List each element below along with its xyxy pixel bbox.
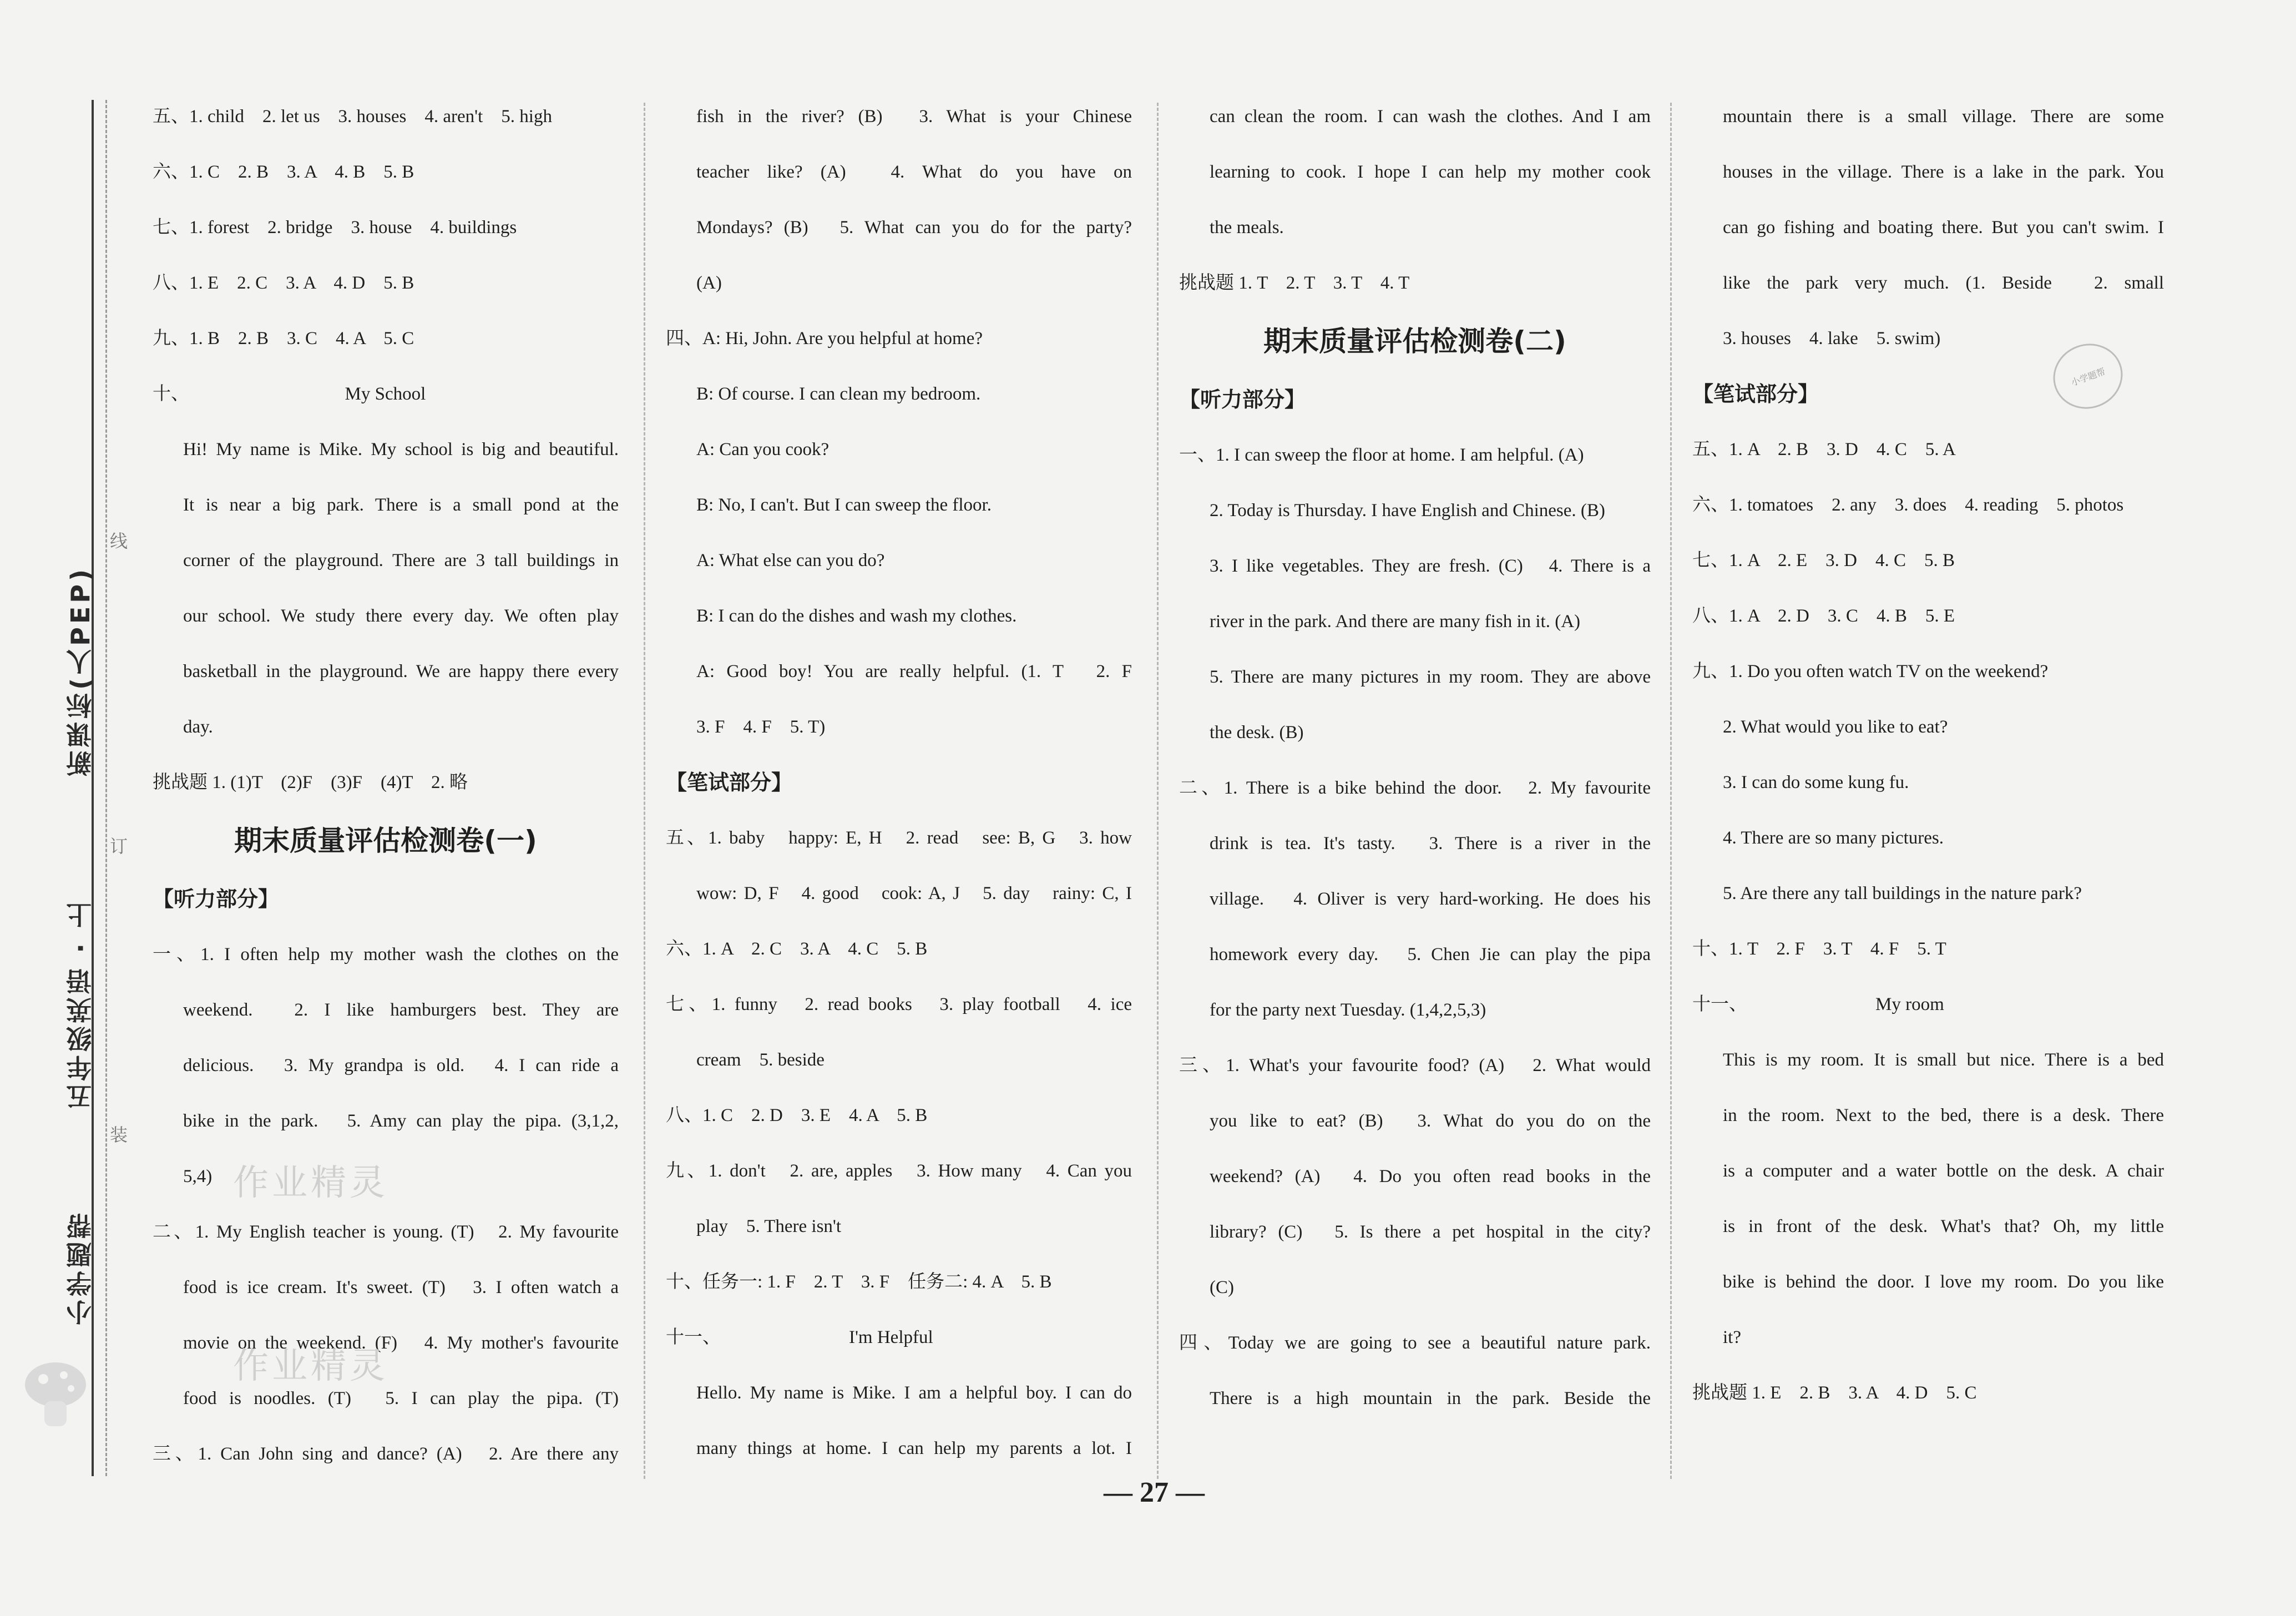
answer-line: 三、1. Can John sing and dance? (A) 2. Are there any	[153, 1444, 619, 1464]
essay-title-line: 十一、 I'm Helpful	[666, 1327, 933, 1347]
answer-line: 一、1. I can sweep the floor at home. I am helpful. (A)	[1179, 445, 1584, 465]
essay-line: Hi! My name is Mike. My school is big and beautiful.	[183, 440, 619, 459]
answer-line: 三、1. What's your favourite food? (A) 2. What would	[1179, 1056, 1651, 1075]
dialog-line: A: Can you cook?	[696, 440, 830, 459]
column-4	[1692, 89, 2164, 1421]
answer-line: 4. There are so many pictures.	[1723, 828, 1944, 848]
dialog-line: B: Of course. I can clean my bedroom.	[696, 384, 981, 404]
stamp-icon: 小学题帮	[2044, 334, 2132, 418]
exam-title-1: 期末质量评估检测卷(一)	[234, 825, 537, 857]
answer-line: 七、1. forest 2. bridge 3. house 4. buildings	[153, 218, 517, 238]
essay-line: can go fishing and boating there. But you can't swim. I	[1723, 218, 2164, 238]
essay-line: many things at home. I can help my parents a lot. I	[696, 1438, 1132, 1458]
answer-line: library? (C) 5. Is there a pet hospital in the city?	[1210, 1222, 1651, 1242]
answer-line: 五、1. child 2. let us 3. houses 4. aren't 5. high	[153, 107, 552, 127]
answer-line: you like to eat? (B) 3. What do you do on the	[1210, 1111, 1651, 1131]
answer-line: 5. There are many pictures in my room. They are above	[1210, 667, 1651, 687]
dialog-line: A: What else can you do?	[696, 551, 885, 570]
column-divider	[644, 103, 645, 1479]
essay-line: Hello. My name is Mike. I am a helpful boy. I can do	[696, 1383, 1132, 1403]
essay-line: it?	[1723, 1327, 1741, 1347]
column-divider	[1157, 103, 1159, 1479]
essay-line: corner of the playground. There are 3 tall buildings in	[183, 551, 619, 570]
challenge-line: 挑战题 1. T 2. T 3. T 4. T	[1179, 273, 1410, 293]
column-divider	[1670, 103, 1672, 1479]
answer-line: river in the park. And there are many fish in it. (A)	[1210, 612, 1581, 632]
essay-line: 3. houses 4. lake 5. swim)	[1723, 329, 1941, 349]
answer-line: 2. Today is Thursday. I have English and Chinese. (B)	[1210, 501, 1605, 521]
answer-line: 八、1. C 2. D 3. E 4. A 5. B	[666, 1105, 928, 1125]
answer-line: 九、1. Do you often watch TV on the weekend?	[1692, 661, 2049, 681]
answer-line: homework every day. 5. Chen Jie can play the pipa	[1210, 945, 1651, 964]
dialog-line: 四、A: Hi, John. Are you helpful at home?	[666, 329, 983, 349]
column-2	[666, 89, 1132, 1476]
cut-mark-xian: 线	[110, 531, 128, 552]
essay-line: It is near a big park. There is a small pond at the	[183, 495, 619, 515]
answer-line: 六、1. A 2. C 3. A 4. C 5. B	[666, 939, 928, 959]
essay-title-line: 十、 My School	[153, 384, 426, 404]
answer-line: for the party next Tuesday. (1,4,2,5,3)	[1210, 1000, 1486, 1020]
answer-line: 六、1. C 2. B 3. A 4. B 5. B	[153, 162, 414, 182]
challenge-line: 挑战题 1. (1)T (2)F (3)F (4)T 2. 略	[153, 772, 468, 792]
answer-line: village. 4. Oliver is very hard-working. He does his	[1210, 889, 1651, 909]
cut-mark-zhuang: 装	[110, 1124, 128, 1145]
answer-line: 九、1. don't 2. are, apples 3. How many 4. Can you	[666, 1161, 1132, 1181]
essay-line: learning to cook. I hope I can help my mother cook	[1210, 162, 1651, 182]
section-writing: 【笔试部分】	[666, 770, 793, 795]
challenge-line: 挑战题 1. E 2. B 3. A 4. D 5. C	[1692, 1383, 1977, 1403]
exam-title-2: 期末质量评估检测卷(二)	[1263, 325, 1566, 357]
essay-line: like the park very much. (1. Beside 2. small	[1723, 273, 2164, 293]
answer-line: 一、1. I often help my mother wash the clothes on the	[153, 945, 619, 964]
essay-line: day.	[183, 717, 213, 737]
answer-line: 五、1. A 2. B 3. D 4. C 5. A	[1692, 440, 1956, 459]
essay-line: This is my room. It is small but nice. There is a bed	[1723, 1050, 2164, 1070]
essay-line: basketball in the playground. We are happy there every	[183, 661, 619, 681]
answer-line: 五、1. baby happy: E, H 2. read see: B, G 3. how	[666, 828, 1132, 848]
dialog-line: 3. F 4. F 5. T)	[696, 717, 826, 737]
watermark: 作业精灵	[233, 1346, 388, 1387]
answer-line: 八、1. E 2. C 3. A 4. D 5. B	[153, 273, 414, 293]
answer-line: 十、任务一: 1. F 2. T 3. F 任务二: 4. A 5. B	[666, 1272, 1052, 1292]
answer-line: 5,4)	[183, 1166, 213, 1186]
essay-line: the meals.	[1210, 218, 1284, 238]
answer-line: 十、1. T 2. F 3. T 4. F 5. T	[1692, 939, 1946, 959]
answer-line: 六、1. tomatoes 2. any 3. does 4. reading 5. photos	[1692, 495, 2124, 515]
section-listening: 【听力部分】	[153, 887, 280, 911]
answer-line: cream 5. beside	[696, 1050, 825, 1070]
answer-line: bike in the park. 5. Amy can play the pipa. (3,1,2,	[183, 1111, 619, 1131]
answer-line: food is noodles. (T) 5. I can play the pipa. (T)	[183, 1388, 619, 1408]
answer-line: 二、1. There is a bike behind the door. 2. My favourite	[1179, 778, 1651, 798]
answer-line: play 5. There isn't	[696, 1216, 842, 1236]
answer-line: 九、1. B 2. B 3. C 4. A 5. C	[153, 329, 414, 349]
answer-line: wow: D, F 4. good cook: A, J 5. day rainy: C, I	[696, 883, 1132, 903]
answer-line: 2. What would you like to eat?	[1723, 717, 1948, 737]
mushroom-mascot-icon	[22, 1354, 89, 1432]
dialog-line: B: I can do the dishes and wash my clothes.	[696, 606, 1017, 626]
answer-line: Mondays? (B) 5. What can you do for the party?	[696, 218, 1132, 238]
answer-line: 二、1. My English teacher is young. (T) 2. My favourite	[153, 1222, 619, 1242]
essay-line: 四、Today we are going to see a beautiful nature park.	[1179, 1333, 1651, 1353]
answer-line: 七、1. funny 2. read books 3. play football 4. ice	[666, 994, 1132, 1014]
series-label: 小学题帮	[65, 1210, 95, 1325]
page-number: — 27 —	[1104, 1477, 1205, 1508]
cut-mark-ding: 订	[110, 836, 128, 857]
answer-line: 5. Are there any tall buildings in the nature park?	[1723, 883, 2082, 903]
answer-line: teacher like? (A) 4. What do you have on	[696, 162, 1132, 182]
answer-line: 八、1. A 2. D 3. C 4. B 5. E	[1692, 606, 1955, 626]
essay-line: in the room. Next to the bed, there is a desk. There	[1723, 1105, 2164, 1125]
essay-title-line: 十一、 My room	[1692, 994, 1944, 1014]
essay-line: is a computer and a water bottle on the desk. A chair	[1723, 1161, 2164, 1181]
section-writing: 【笔试部分】	[1692, 382, 1819, 406]
answer-line: 七、1. A 2. E 3. D 4. C 5. B	[1692, 551, 1955, 570]
answer-line: delicious. 3. My grandpa is old. 4. I can ride a	[183, 1056, 619, 1075]
essay-line: is in front of the desk. What's that? Oh, my little	[1723, 1216, 2164, 1236]
answer-line: drink is tea. It's tasty. 3. There is a river in the	[1210, 834, 1651, 854]
answer-line: weekend? (A) 4. Do you often read books in the	[1210, 1166, 1651, 1186]
answer-line: movie on the weekend. (F) 4. My mother's favourite	[183, 1333, 619, 1353]
edition-label: 新课标(人PEP)	[65, 566, 95, 776]
dialog-line: B: No, I can't. But I can sweep the floor.	[696, 495, 992, 515]
grade-label: 五年级英语 · 上	[65, 899, 95, 1110]
essay-line: bike is behind the door. I love my room. Do you like	[1723, 1272, 2164, 1292]
watermark: 作业精灵	[233, 1163, 388, 1204]
essay-line: our school. We study there every day. We often play	[183, 606, 619, 626]
dialog-line: A: Good boy! You are really helpful. (1. T 2. F	[696, 661, 1132, 681]
answer-line: weekend. 2. I like hamburgers best. They are	[183, 1000, 619, 1020]
answer-line: food is ice cream. It's sweet. (T) 3. I often watch a	[183, 1277, 619, 1297]
essay-line: can clean the room. I can wash the clothes. And I am	[1210, 107, 1651, 127]
cut-line	[105, 100, 107, 1476]
column-1	[153, 89, 619, 1482]
answer-line: 3. I like vegetables. They are fresh. (C) 4. There is a	[1210, 556, 1651, 576]
answer-line: (C)	[1210, 1277, 1234, 1297]
answer-line: fish in the river? (B) 3. What is your Chinese	[696, 107, 1132, 127]
essay-line: mountain there is a small village. There are some	[1723, 107, 2164, 127]
answer-line: (A)	[696, 273, 722, 293]
essay-line: There is a high mountain in the park. Beside the	[1210, 1388, 1651, 1408]
essay-line: houses in the village. There is a lake in the park. You	[1723, 162, 2164, 182]
answer-line: the desk. (B)	[1210, 723, 1304, 743]
section-listening: 【听力部分】	[1179, 387, 1306, 412]
column-3	[1179, 89, 1651, 1426]
answer-line: 3. I can do some kung fu.	[1723, 772, 1909, 792]
